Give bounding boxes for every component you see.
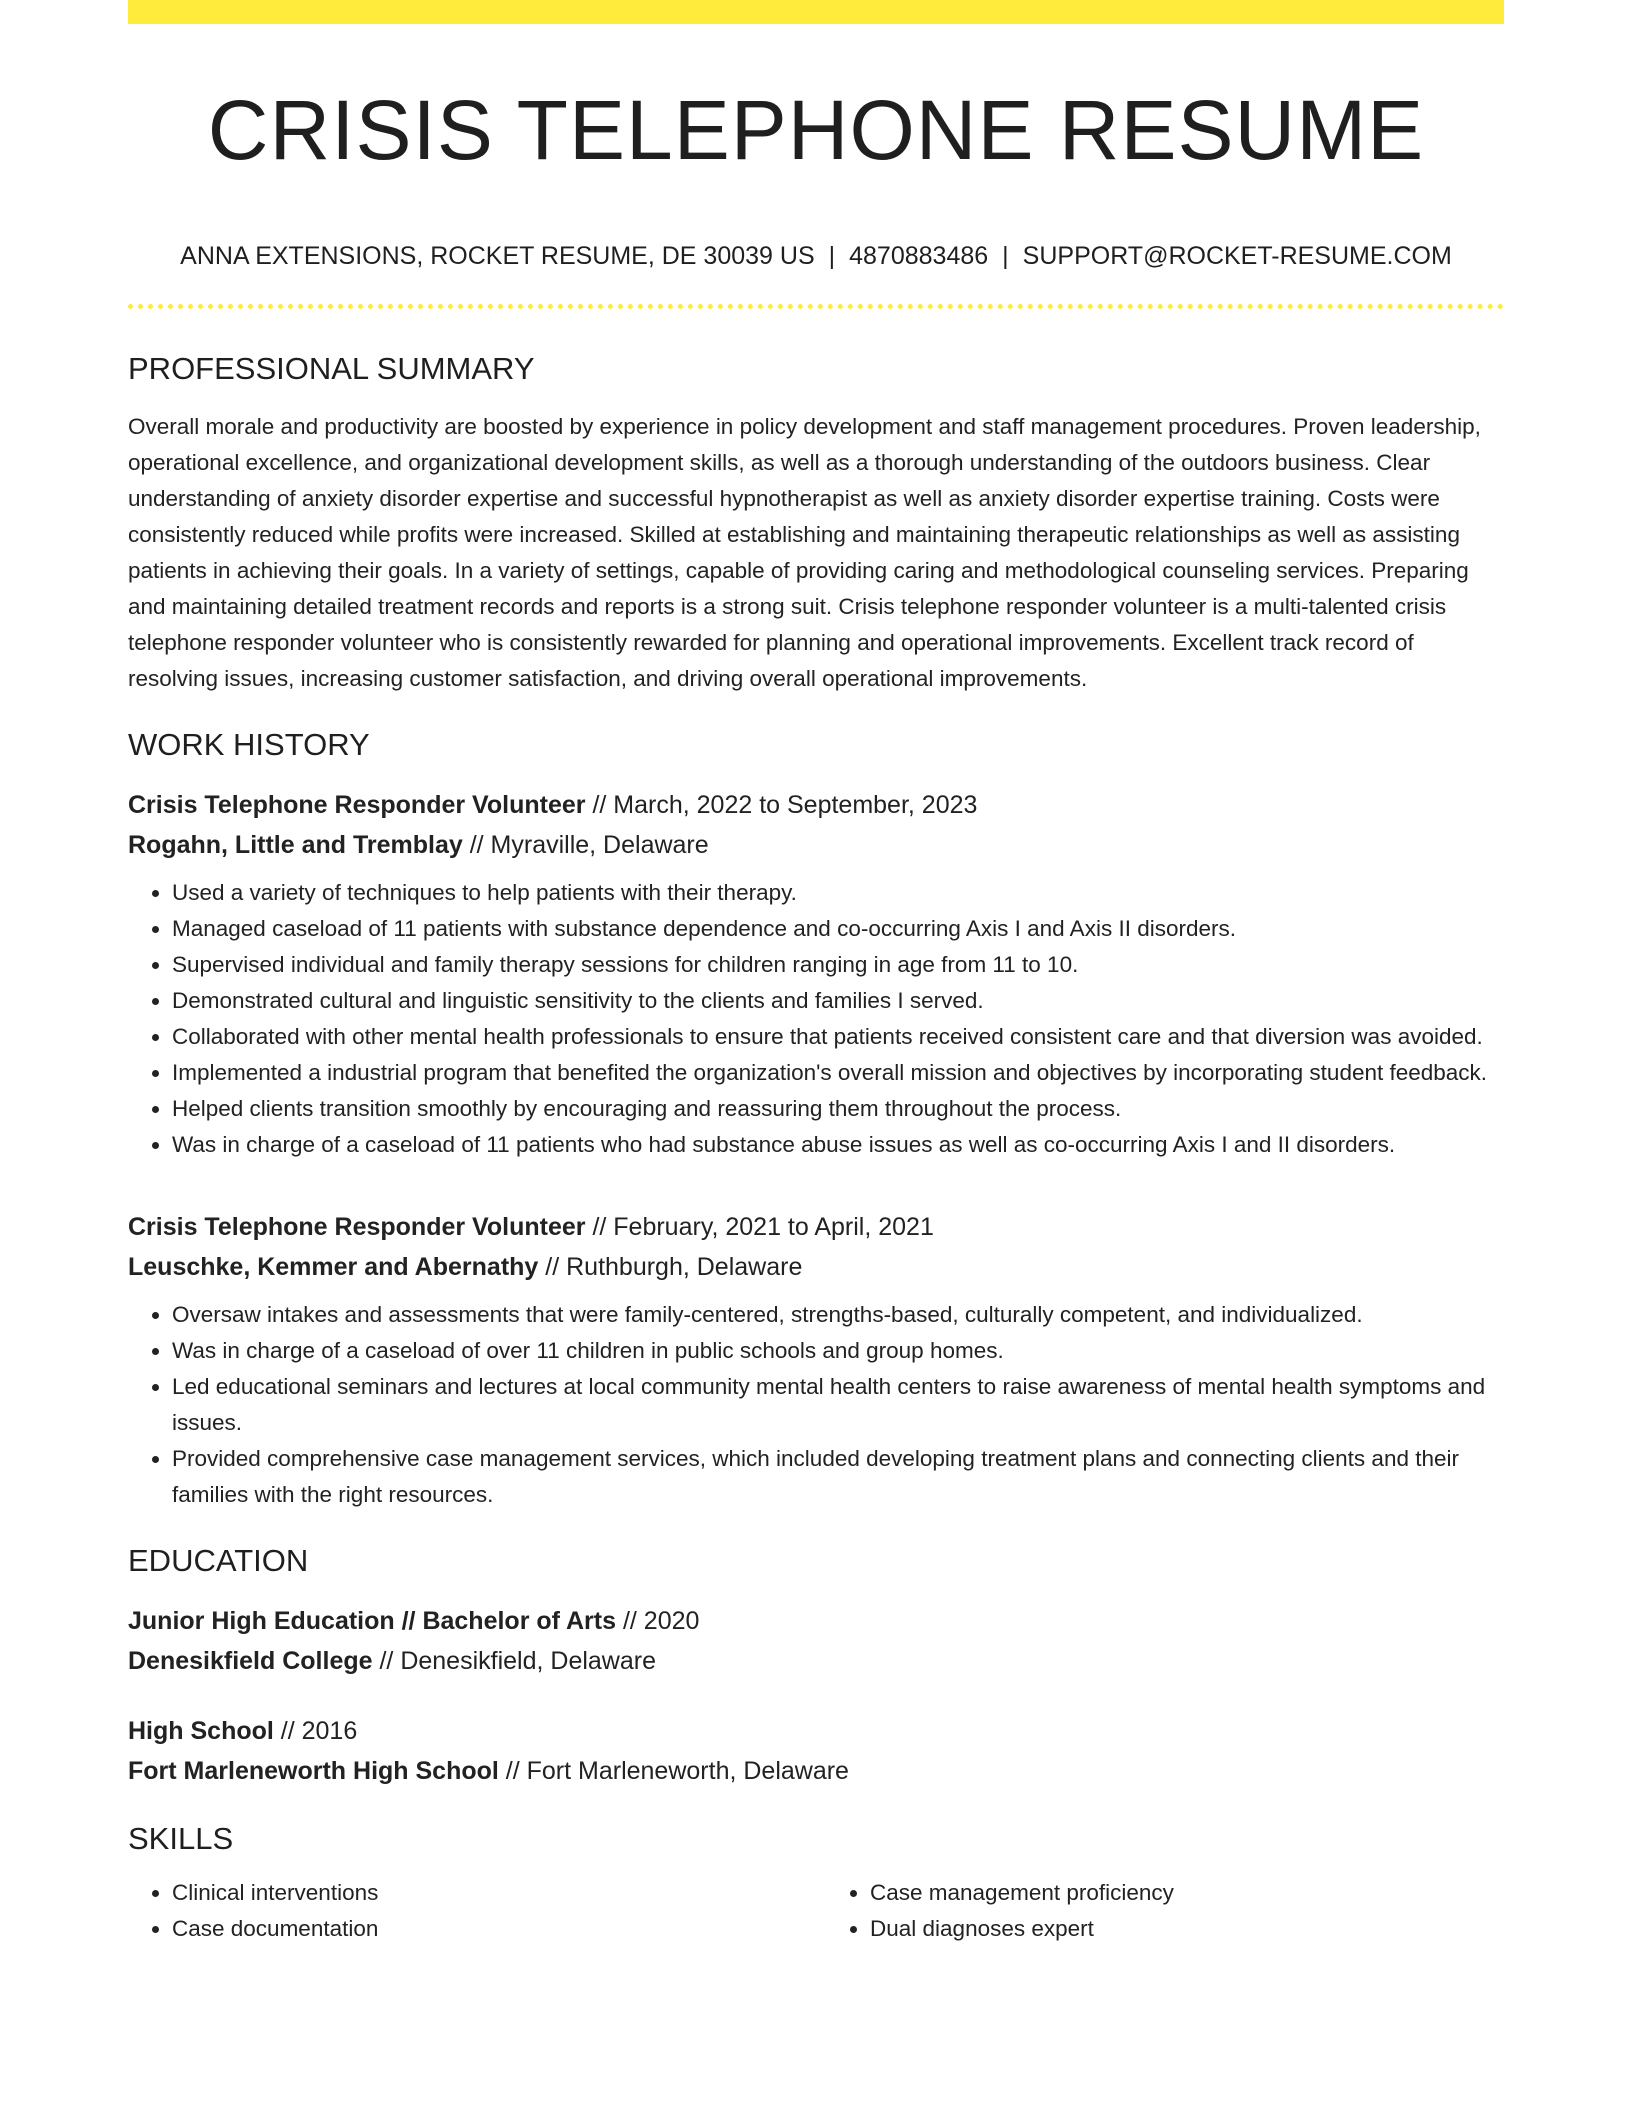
list-item: • Dual diagnoses expert bbox=[870, 1911, 1504, 1947]
job-entry bbox=[128, 1207, 1504, 1513]
list-item: • Managed caseload of 11 patients with substance dependence and co-occurring Axis I and Axis II disorders. bbox=[172, 911, 1504, 947]
contact-address: ANNA EXTENSIONS, ROCKET RESUME, DE 30039 US bbox=[180, 242, 815, 270]
education-entry bbox=[128, 1711, 1504, 1791]
contact-separator: | bbox=[1002, 242, 1009, 270]
job-title-line bbox=[128, 785, 1504, 825]
contact-phone: 4870883486 bbox=[849, 242, 989, 270]
job-company-line bbox=[128, 1247, 1504, 1287]
list-item: • Helped clients transition smoothly by encouraging and reassuring them throughout the process. bbox=[172, 1091, 1504, 1127]
job-bullets bbox=[128, 875, 1504, 1163]
job-company-line bbox=[128, 825, 1504, 865]
contact-line bbox=[128, 240, 1504, 272]
skills-list-right bbox=[826, 1875, 1504, 1947]
education-school: Denesikfield College bbox=[128, 1647, 373, 1675]
accent-top-bar bbox=[128, 0, 1504, 24]
summary-heading: PROFESSIONAL SUMMARY bbox=[128, 351, 535, 386]
job-entry bbox=[128, 785, 1504, 1163]
list-item: • Case documentation bbox=[172, 1911, 806, 1947]
resume-title: CRISIS TELEPHONE RESUME bbox=[207, 83, 1425, 177]
job-location: // Ruthburgh, Delaware bbox=[538, 1253, 803, 1281]
education-school-line bbox=[128, 1641, 1504, 1681]
education-year: // 2020 bbox=[616, 1607, 700, 1635]
work-history-heading: WORK HISTORY bbox=[128, 727, 370, 762]
skills-list-left bbox=[128, 1875, 806, 1947]
education-school-line bbox=[128, 1751, 1504, 1791]
list-item: • Provided comprehensive case management services, which included developing treatment plans and connecting clients and their families with the right resources. bbox=[172, 1441, 1504, 1513]
education-degree: Junior High Education // Bachelor of Arts bbox=[128, 1607, 617, 1635]
job-dates: // March, 2022 to September, 2023 bbox=[585, 791, 978, 819]
contact-separator: | bbox=[828, 242, 836, 270]
list-item: • Was in charge of a caseload of 11 patients who had substance abuse issues as well as co-occurring Axis I and II disorders. bbox=[172, 1127, 1504, 1163]
list-item: • Clinical interventions bbox=[172, 1875, 806, 1911]
dotted-divider bbox=[128, 304, 1504, 309]
education-year: // 2016 bbox=[273, 1717, 358, 1745]
education-heading: EDUCATION bbox=[128, 1543, 309, 1578]
job-company: Leuschke, Kemmer and Abernathy bbox=[128, 1253, 539, 1281]
list-item: • Case management proficiency bbox=[870, 1875, 1504, 1911]
list-item: • Led educational seminars and lectures at local community mental health centers to raise awareness of mental health symptoms and issues. bbox=[172, 1369, 1504, 1441]
job-bullets bbox=[128, 1297, 1504, 1513]
summary-text: Overall morale and productivity are boosted by experience in policy development and staff management procedures. Proven leadership, operational excellence, and organizational development skills, as well as a thorough understanding of the outdoors business. Clear understanding of anxiety disorder expertise and successful hypnotherapist as well as anxiety disorder expertise training. Costs were consistently reduced while profits were increased. Skilled at establishing and maintaining therapeutic relationships as well as assisting patients in achieving their goals. In a variety of settings, capable of providing caring and methodological counseling services. Preparing and maintaining detailed treatment records and reports is a strong suit. Crisis telephone responder volunteer is a multi-talented crisis telephone responder volunteer who is consistently rewarded for planning and operational improvements. Excellent track record of resolving issues, increasing customer satisfaction, and driving overall operational improvements. bbox=[128, 414, 1481, 691]
list-item: • Was in charge of a caseload of over 11 children in public schools and group homes. bbox=[172, 1333, 1504, 1369]
list-item: • Demonstrated cultural and linguistic sensitivity to the clients and families I served. bbox=[172, 983, 1504, 1019]
list-item: • Oversaw intakes and assessments that were family-centered, strengths-based, culturally competent, and individualized. bbox=[172, 1297, 1504, 1333]
education-location: // Denesikfield, Delaware bbox=[372, 1647, 656, 1675]
education-entry bbox=[128, 1601, 1504, 1681]
skills-heading: SKILLS bbox=[128, 1821, 234, 1856]
list-item: • Supervised individual and family therapy sessions for children ranging in age from 11 to 10. bbox=[172, 947, 1504, 983]
job-title-line bbox=[128, 1207, 1504, 1247]
skills-grid bbox=[128, 1875, 1504, 1947]
education-school: Fort Marleneworth High School bbox=[128, 1757, 499, 1785]
contact-email: SUPPORT@ROCKET-RESUME.COM bbox=[1022, 242, 1452, 270]
job-title: Crisis Telephone Responder Volunteer bbox=[128, 791, 586, 819]
job-location: // Myraville, Delaware bbox=[462, 831, 709, 859]
education-degree: High School bbox=[128, 1717, 274, 1745]
list-item: • Collaborated with other mental health professionals to ensure that patients received consistent care and that diversion was avoided. bbox=[172, 1019, 1504, 1055]
job-title: Crisis Telephone Responder Volunteer bbox=[128, 1213, 586, 1241]
list-item: • Used a variety of techniques to help patients with their therapy. bbox=[172, 875, 1504, 911]
job-dates: // February, 2021 to April, 2021 bbox=[585, 1213, 934, 1241]
education-degree-line bbox=[128, 1601, 1504, 1641]
education-location: // Fort Marleneworth, Delaware bbox=[498, 1757, 849, 1785]
resume-page bbox=[128, 0, 1504, 1947]
education-degree-line bbox=[128, 1711, 1504, 1751]
job-company: Rogahn, Little and Tremblay bbox=[128, 831, 463, 859]
list-item: • Implemented a industrial program that benefited the organization's overall mission and objectives by incorporating student feedback. bbox=[172, 1055, 1504, 1091]
